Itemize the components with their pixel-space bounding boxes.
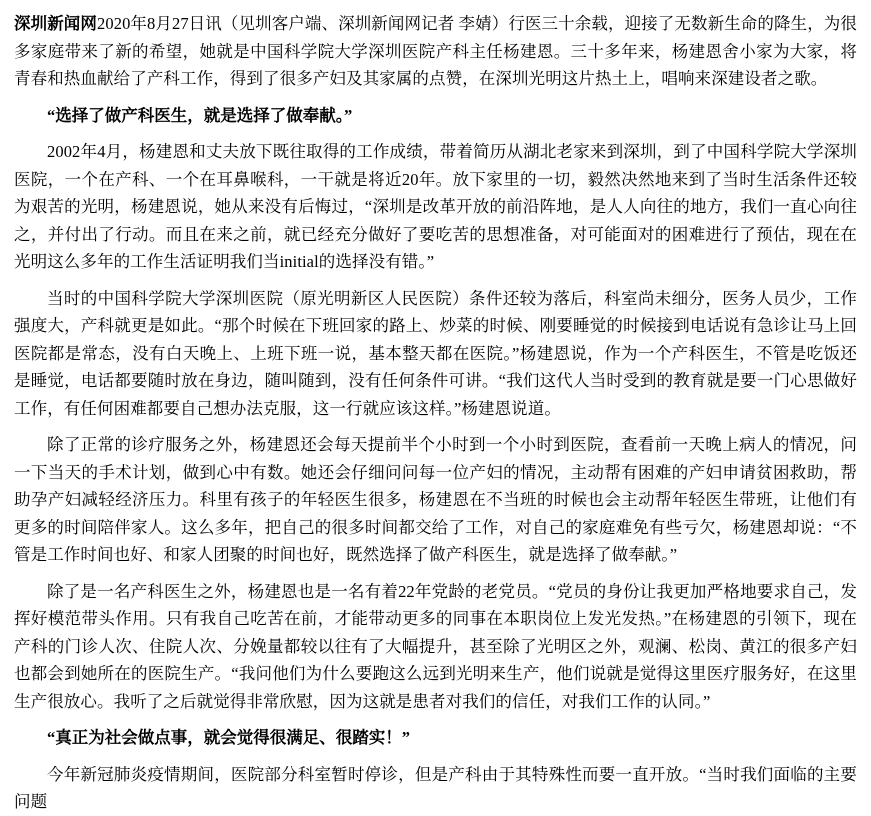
- paragraph-1: 2002年4月，杨建恩和丈夫放下既往取得的工作成绩，带着简历从湖北老家来到深圳，到了中国科学院大学深圳医院，一个在产科、一个在耳鼻喉科，一干就是将近20年。放下家里的一切，毅然决然地来到了当时生活条件还较为艰苦的光明，杨建恩说，她从来没有后悔过，“深圳是改革开放的前沿阵地，是人人向往的地方，我们一直心向往之，并付出了行动。而且在来之前，就已经充分做好了要吃苦的思想准备，对可能面对的困难进行了预估，现在在光明这么多年的工作生活证明我们当initial的选择没有错。”: [14, 142, 857, 271]
- paragraph-5: 今年新冠肺炎疫情期间，医院部分科室暂时停诊，但是产科由于其特殊性而要一直开放。“当时我们面临的主要问题: [14, 764, 857, 811]
- paragraph-4: 除了是一名产科医生之外，杨建恩也是一名有着22年党龄的老党员。“党员的身份让我更加严格地要求自己，发挥好模范带头作用。只有我自己吃苦在前，才能带动更多的同事在本职岗位上发光发热。”在杨建恩的引领下，现在产科的门诊人次、住院人次、分娩量都较以往有了大幅提升，甚至除了光明区之外，观澜、松岗、黄江的很多产妇也都会到她所在的医院生产。“我问他们为什么要跑这么远到光明来生产，他们说就是觉得这里医疗服务好，在这里生产很放心。我听了之后就觉得非常欣慰，因为这就是患者对我们的信任，对我们工作的认同。”: [14, 581, 857, 711]
- source-label: 深圳新闻网: [14, 14, 98, 33]
- paragraph-2: 当时的中国科学院大学深圳医院（原光明新区人民医院）条件还较为落后，科室尚未细分，医务人员少，工作强度大，产科就更是如此。“那个时候在下班回家的路上、炒菜的时候、刚要睡觉的时候接到电话说有急诊让马上回医院都是常态，没有白天晚上、上班下班一说，基本整天都在医院。”杨建恩说，作为一个产科医生，不管是吃饭还是睡觉，电话都要随时放在身边，随叫随到，没有任何条件可讲。“我们这代人当时受到的教育就是要一门心思做好工作，有任何困难都要自己想办法克服，这一行就应该这样。”杨建恩说道。: [14, 288, 857, 418]
- subheading-2: “真正为社会做点事，就会觉得很满足、很踏实！”: [47, 728, 410, 747]
- subheading-1: “选择了做产科医生，就是选择了做奉献。”: [47, 105, 353, 125]
- lead-paragraph: [14, 10, 857, 93]
- paragraph-3: 除了正常的诊疗服务之外，杨建恩还会每天提前半个小时到一个小时到医院，查看前一天晚上病人的情况，问一下当天的手术计划，做到心中有数。她还会仔细问问每一位产妇的情况，主动帮有困难的产妇申请贫困救助，帮助孕产妇减轻经济压力。科里有孩子的年轻医生很多，杨建恩在不当班的时候也会主动帮年轻医生带班，让他们有更多的时间陪伴家人。这么多年，把自己的很多时间都交给了工作，对自己的家庭难免有些亏欠，杨建恩却说：“不管是工作时间也好、和家人团聚的时间也好，既然选择了做产科医生，就是选择了做奉献。”: [14, 435, 857, 564]
- lead-paragraph-text: 2020年8月27日讯（见圳客户端、深圳新闻网记者 李婧）行医三十余载，迎接了无数新生命的降生，为很多家庭带来了新的希望，她就是中国科学院大学深圳医院产科主任杨建恩。三十多年来，杨建恩舍小家为大家，将青春和热血献给了产科工作，得到了很多产妇及其家属的点赞，在深圳光明这片热土上，唱响来深建设者之歌。: [14, 14, 858, 88]
